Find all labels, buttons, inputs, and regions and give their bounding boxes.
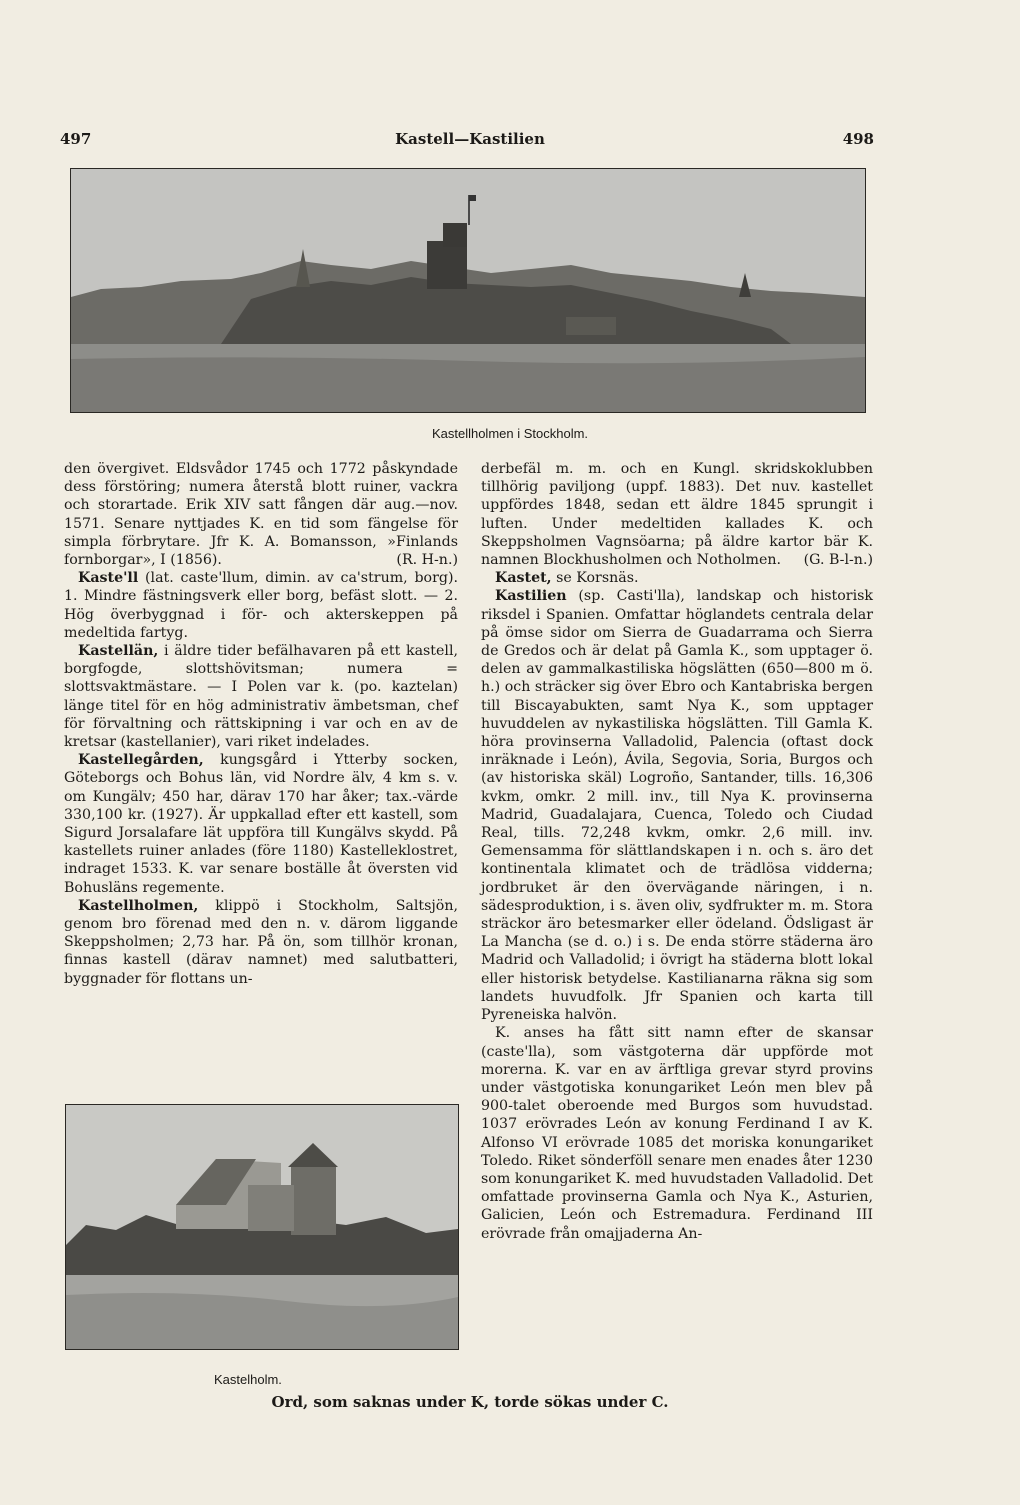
bottom-photo-caption: Kastelholm. <box>214 1372 282 1387</box>
headword: Kastellholmen, <box>78 897 199 914</box>
headword: Kaste'll <box>78 570 139 587</box>
left-paragraph-1 <box>64 460 458 569</box>
running-head: Kastell—Kastilien <box>395 130 545 148</box>
entry-kastellan <box>64 642 458 751</box>
right-paragraph-1-text: derbefäl m. m. och en Kungl. skridskoklubben tillhörig paviljong (uppf. 1883). Det nuv. kastellet uppfördes 1848, sedan ett äldre 1845 sprungit i luften. Under medeltiden kallades K. och Skeppsholmen Vagnsöarna; på äldre kartor bär K. namnen Blockhusholmen och Notholmen. <box>481 461 873 569</box>
top-photo-caption: Kastellholmen i Stockholm. <box>431 426 589 441</box>
entry-kastellegarden <box>64 751 458 897</box>
entry-text: klippö i Stockholm, Saltsjön, genom bro förenad med den n. v. därom liggande Skeppsholmen; 2,73 har. På ön, som tillhör kronan, finnas kastell (därav namnet) med salutbatteri, byggnader för flottans un- <box>64 897 458 987</box>
headword: Kastellän, <box>78 643 159 660</box>
entry-kastilien-history <box>481 1024 873 1242</box>
left-paragraph-1-text: den övergivet. Eldsvådor 1745 och 1772 påskyndade dess förstöring; numera återstå blott ruiner, vackra och storartade. Erik XIV satt fången där aug.—nov. 1571. Senare nyttjades K. en tid som fängelse för simpla förbrytare. Jfr K. A. Bomansson, »Finlands fornborgar», I (1856). <box>64 461 458 569</box>
signature: (R. H-n.) <box>396 552 458 569</box>
page-number-right: 498 <box>842 130 874 148</box>
right-column <box>481 460 873 1243</box>
kastellholmen-photo <box>70 168 866 413</box>
headword: Kastet, <box>495 570 552 587</box>
signature: (G. B-l-n.) <box>803 552 873 569</box>
entry-text: K. anses ha fått sitt namn efter de skansar (caste'lla), som västgoterna där uppförde mot morerna. K. var en av ärftliga grevar styrd provins under västgotiska konungariket León men blev på 900-talet oberoende med Burgos som huvudstad. 1037 erövrades León av konung Ferdinand I av K. Alfonso VI erövrade 1085 det moriska konungariket Toledo. Riket sönderföll senare men enades åter 1230 som konungariket K. med huvudstaden Valladolid. Det omfattade provinserna Gamla och Nya K., Asturien, Galicien, León och Estremadura. Ferdinand III erövrade från omajjaderna An- <box>481 1025 873 1242</box>
entry-kastilien <box>481 587 873 1024</box>
kastelholm-photo <box>65 1104 459 1350</box>
entry-kastellholmen <box>64 897 458 988</box>
headword: Kastilien <box>495 588 567 605</box>
entry-kastell <box>64 569 458 642</box>
footer-note: Ord, som saknas under K, torde sökas under C. <box>271 1393 669 1411</box>
entry-text: kungsgård i Ytterby socken, Göteborgs och Bohus län, vid Nordre älv, 4 km s. v. om Kungälv; 450 har, därav 170 har åker; tax.-värde 330,100 kr. (1927). Är uppkallad efter ett kastell, som Sigurd Jorsalafare lät uppföra till Kungälvs skydd. På kastellets ruiner anlades (före 1180) Kastelleklostret, indraget 1533. K. var senare boställe åt översten vid Bohusläns regemente. <box>64 752 458 896</box>
entry-text: i äldre tider befälhavaren på ett kastell, borgfogde, slottshövitsman; numera = slottsvaktmästare. — I Polen var k. (po. kaztelan) länge titel för en hög administrativ ämbetsman, chef för förvaltning och rättskipning i var och en av de kretsar (kastellanier), vari riket indelades. <box>64 643 458 751</box>
right-paragraph-1 <box>481 460 873 569</box>
page-number-left: 497 <box>60 130 92 148</box>
entry-text: (sp. Casti'lla), landskap och historisk riksdel i Spanien. Omfattar höglandets centrala delar på ömse sidor om Sierra de Guadarrama och Sierra de Gredos och är delat på Gamla K., som upptager ö. delen av gammalkastiliska högslätten (650—800 m ö. h.) och sträcker sig över Ebro och Kantabriska bergen till Biscayabukten, samt Nya K., som upptager huvuddelen av nykastiliska högslätten. Till Gamla K. höra provinserna Valladolid, Palencia (oftast dock inräknade i León), Ávila, Segovia, Soria, Burgos och (av historiska skäl) Logroño, Santander, tills. 16,306 kvkm, omkr. 2 mill. inv., till Nya K. provinserna Madrid, Guadalajara, Cuenca, Toledo och Ciudad Real, tills. 72,248 kvkm, omkr. 2,6 mill. inv. Gemensamma för slättlandskapen i n. och s. äro det kontinentala klimatet och de trädlösa vidderna; jordbruket är den övervägande näringen, i n. sädesproduktion, i s. även oliv, sydfrukter m. m. Stora sträckor äro betesmarker eller ödeland. Ödsligast är La Mancha (se d. o.) i s. De enda större städerna äro Madrid och Valladolid; i övrigt ha städerna blott lokal eller historisk betydelse. Kastilianarna räkna sig som landets huvudfolk. Jfr Spanien och karta till Pyreneiska halvön. <box>481 588 873 1024</box>
entry-text: se Korsnäs. <box>556 570 639 587</box>
entry-text: (lat. caste'llum, dimin. av ca'strum, borg). 1. Mindre fästningsverk eller borg, befäst slott. — 2. Hög överbyggnad i för- och akterskeppen på medeltida fartyg. <box>64 570 458 641</box>
left-column <box>64 460 458 988</box>
headword: Kastellegården, <box>78 752 204 769</box>
entry-kastet <box>481 569 873 587</box>
